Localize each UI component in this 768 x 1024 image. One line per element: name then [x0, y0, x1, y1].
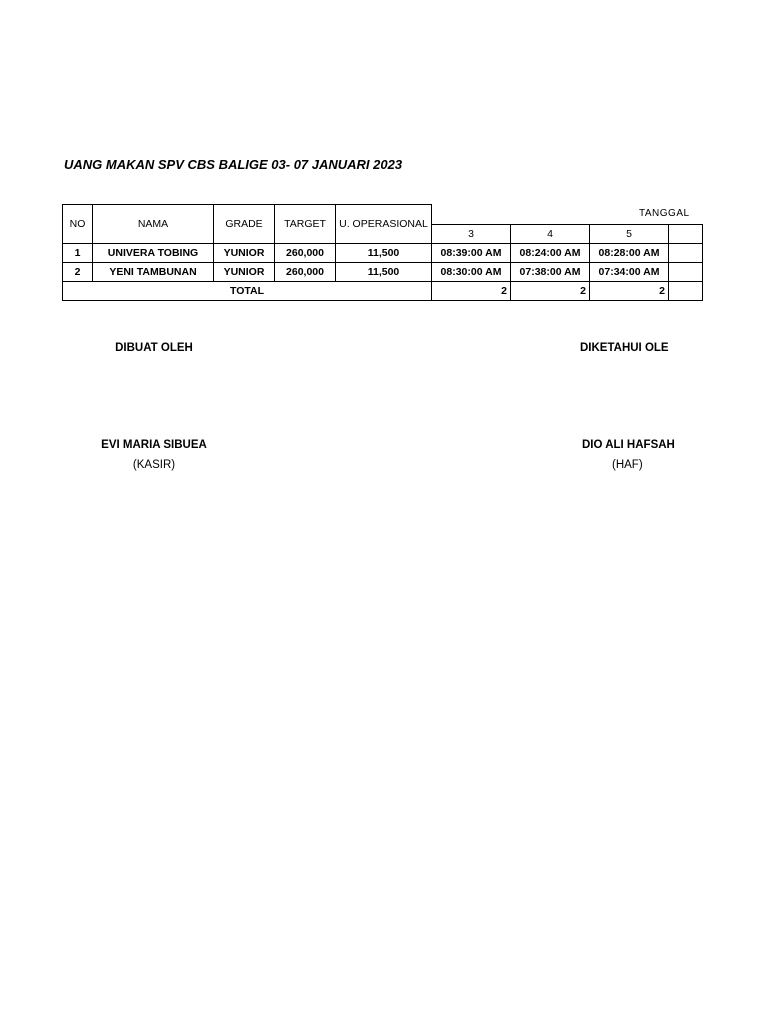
cell-operasional: 11,500	[336, 262, 432, 281]
header-date: 5	[590, 224, 669, 243]
cell-grade: YUNIOR	[214, 243, 275, 262]
cell-nama: UNIVERA TOBING	[93, 243, 214, 262]
cell-time: 08:24:00 AM	[511, 243, 590, 262]
cell-no: 1	[63, 243, 93, 262]
header-date-overflow	[669, 224, 703, 243]
header-target: TARGET	[275, 205, 336, 244]
cell-target: 260,000	[275, 243, 336, 262]
cell-target: 260,000	[275, 262, 336, 281]
cell-overflow	[669, 262, 703, 281]
document-title: UANG MAKAN SPV CBS BALIGE 03- 07 JANUARI 2023	[64, 157, 403, 172]
cell-time: 08:39:00 AM	[432, 243, 511, 262]
total-value: 2	[590, 281, 669, 300]
attendance-table-wrapper	[62, 204, 690, 304]
total-row	[63, 281, 703, 300]
total-value: 2	[432, 281, 511, 300]
cell-no: 2	[63, 262, 93, 281]
header-row	[63, 205, 703, 225]
cell-grade: YUNIOR	[214, 262, 275, 281]
prepared-by-name: EVI MARIA SIBUEA	[101, 439, 207, 451]
cell-time: 07:38:00 AM	[511, 262, 590, 281]
header-date: 4	[511, 224, 590, 243]
approved-by-name: DIO ALI HAFSAH	[582, 439, 675, 451]
cell-operasional: 11,500	[336, 243, 432, 262]
attendance-table	[62, 204, 703, 301]
table-row	[63, 243, 703, 262]
prepared-by-heading: DIBUAT OLEH	[115, 342, 193, 354]
prepared-by-role: (KASIR)	[132, 459, 176, 471]
cell-time: 07:34:00 AM	[590, 262, 669, 281]
total-overflow	[669, 281, 703, 300]
cell-nama: YENI TAMBUNAN	[93, 262, 214, 281]
cell-overflow	[669, 243, 703, 262]
cell-time: 08:30:00 AM	[432, 262, 511, 281]
table-row	[63, 262, 703, 281]
header-nama: NAMA	[93, 205, 214, 244]
total-label: TOTAL	[63, 281, 432, 300]
approved-by-role: (HAF)	[612, 459, 643, 471]
approval-block	[560, 340, 675, 480]
approved-by-heading: DIKETAHUI OLE	[580, 342, 669, 354]
header-date: 3	[432, 224, 511, 243]
header-tanggal: TANGGAL	[432, 205, 703, 225]
cell-time: 08:28:00 AM	[590, 243, 669, 262]
header-no: NO	[63, 205, 93, 244]
total-value: 2	[511, 281, 590, 300]
header-grade: GRADE	[214, 205, 275, 244]
header-operasional: U. OPERASIONAL	[336, 205, 432, 244]
